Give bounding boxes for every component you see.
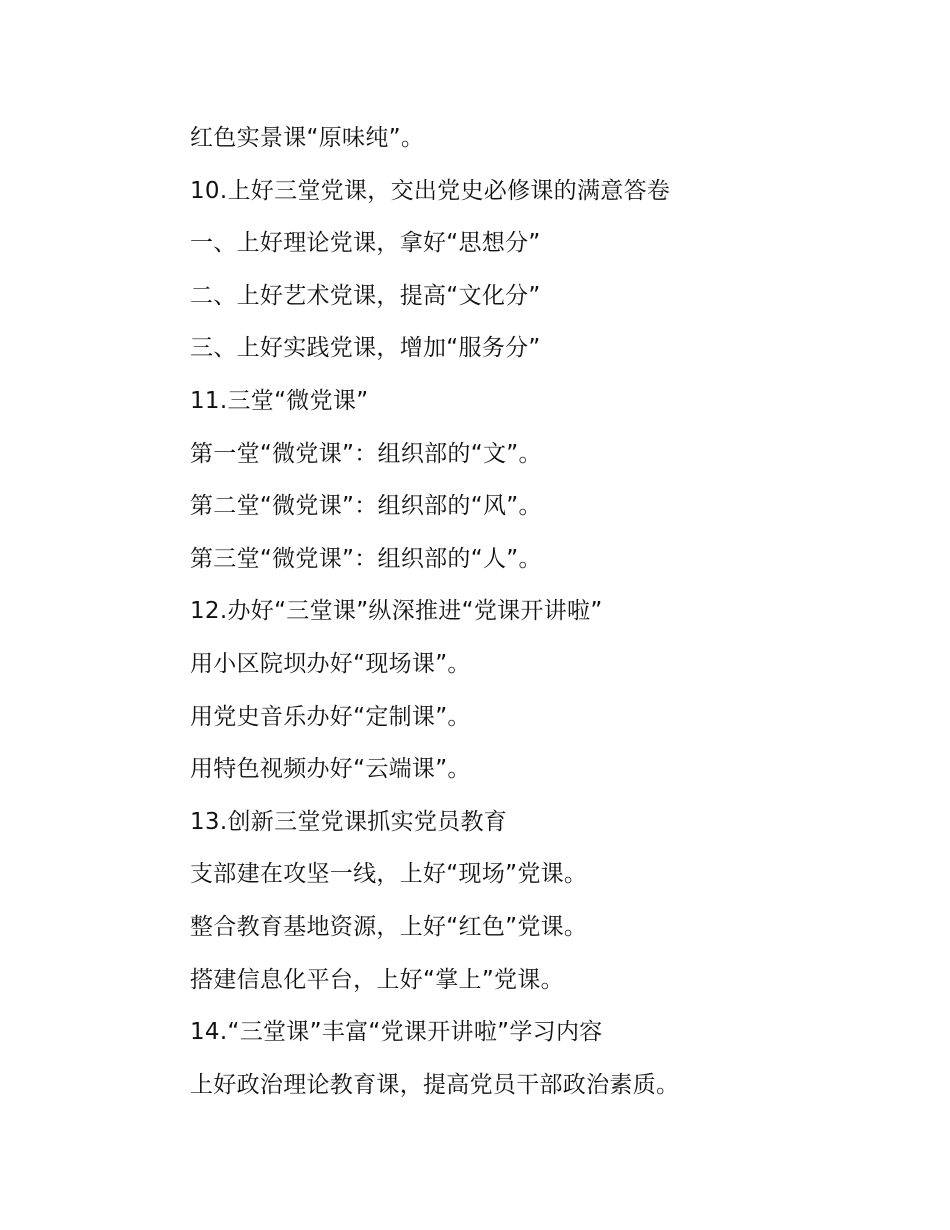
text-line: 红色实景课“原味纯”。 xyxy=(190,125,425,151)
text-line: 用党史音乐办好“定制课”。 xyxy=(190,703,471,730)
section-heading: 14.“三堂课”丰富“党课开讲啦”学习内容 xyxy=(190,1019,603,1046)
text-line: 用特色视频办好“云端课”。 xyxy=(190,756,471,783)
text-line: 支部建在攻坚一线，上好“现场”党课。 xyxy=(190,861,588,888)
text-line: 第一堂“微党课”：组织部的“文”。 xyxy=(190,440,542,467)
text-line: 用小区院坝办好“现场课”。 xyxy=(190,650,471,677)
section-heading: 10.上好三堂党课，交出党史必修课的满意答卷 xyxy=(190,177,671,204)
document-text xyxy=(190,112,890,1111)
section-heading: 11.三堂“微党课” xyxy=(190,387,369,414)
text-line: 上好政治理论教育课，提高党员干部政治素质。 xyxy=(190,1071,680,1098)
text-line: 三、上好实践党课，增加“服务分” xyxy=(190,335,541,362)
text-line: 第三堂“微党课”：组织部的“人”。 xyxy=(190,545,542,572)
text-line: 整合教育基地资源，上好“红色”党课。 xyxy=(190,913,588,940)
text-line: 二、上好艺术党课，提高“文化分” xyxy=(190,282,541,309)
section-heading: 12.办好“三堂课”纵深推进“党课开讲啦” xyxy=(190,598,603,625)
text-line: 搭建信息化平台，上好“掌上”党课。 xyxy=(190,966,564,993)
text-line: 第二堂“微党课”：组织部的“风”。 xyxy=(190,493,542,520)
section-heading: 13.创新三堂党课抓实党员教育 xyxy=(190,808,508,835)
text-line: 一、上好理论党课，拿好“思想分” xyxy=(190,230,541,257)
